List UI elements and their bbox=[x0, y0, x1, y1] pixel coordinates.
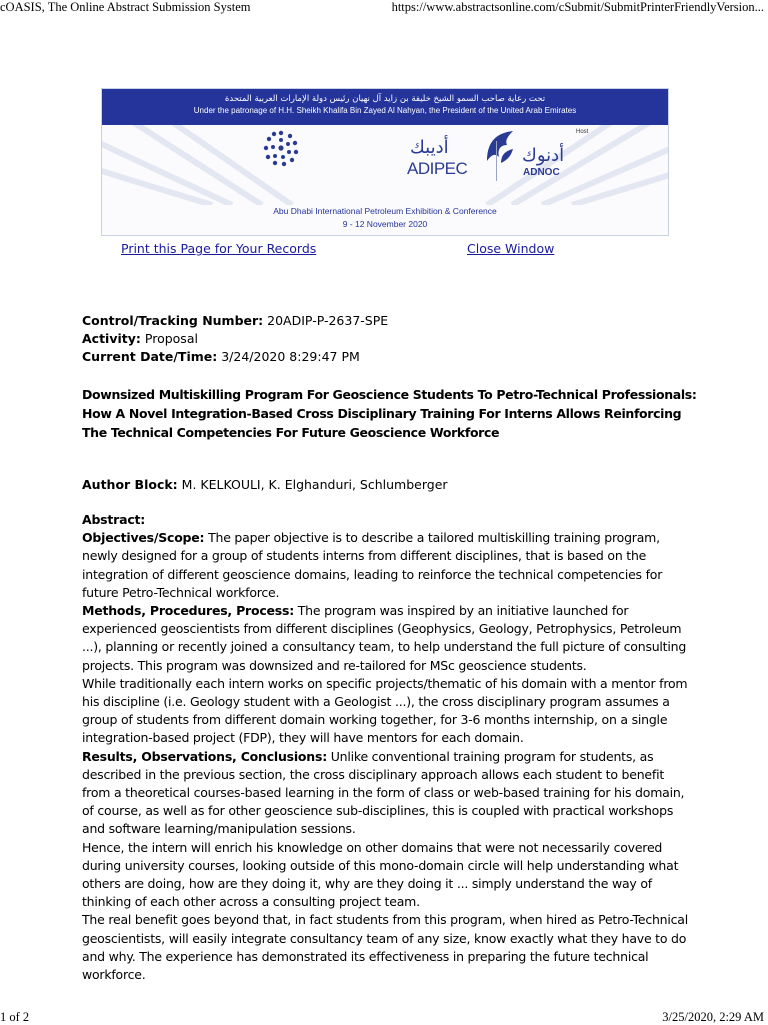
objectives-label: Objectives/Scope: bbox=[82, 530, 205, 546]
methods-paragraph bbox=[82, 602, 690, 675]
results-paragraph bbox=[82, 748, 690, 839]
patronage-arabic: تحت رعاية صاحب السمو الشيخ خليفة بن زايد آل نهيان رئيس دولة الإمارات العربية المتحدة bbox=[224, 94, 546, 104]
control-number-label: Control/Tracking Number: bbox=[82, 313, 264, 328]
print-footer-page: 1 of 2 bbox=[0, 1010, 30, 1024]
results-label: Results, Observations, Conclusions: bbox=[82, 748, 327, 764]
close-window-link[interactable]: Close Window bbox=[467, 241, 555, 256]
activity-label: Activity: bbox=[82, 331, 141, 346]
author-block bbox=[82, 476, 448, 494]
print-header-title: cOASIS, The Online Abstract Submission System bbox=[0, 0, 251, 14]
objectives-paragraph bbox=[82, 529, 690, 602]
datetime-value: 3/24/2020 8:29:47 PM bbox=[221, 349, 360, 364]
objectives-text: The paper objective is to describe a tailored multiskilling training program, newly designed for a group of students interns from different disciplines, that is based on the integration of different geoscience domains, leading to reinforce the technical competencies for future Petro-Technical workforce. bbox=[82, 530, 663, 600]
methods-label: Methods, Procedures, Process: bbox=[82, 603, 294, 619]
abstract-heading: Abstract: bbox=[82, 512, 146, 527]
datetime-row bbox=[82, 348, 388, 366]
adipec-logo-icon bbox=[262, 129, 300, 167]
print-page-link[interactable]: Print this Page for Your Records bbox=[121, 241, 317, 256]
banner-patronage-strip bbox=[102, 89, 668, 125]
adnoc-wordmark: ADNOC bbox=[523, 167, 560, 178]
adipec-arabic-wordmark: أديبك bbox=[410, 137, 449, 158]
control-number-row bbox=[82, 312, 388, 330]
control-number-value: 20ADIP-P-2637-SPE bbox=[267, 313, 389, 328]
event-name: Abu Dhabi International Petroleum Exhibition & Conference bbox=[273, 206, 497, 216]
results-text: Unlike conventional training program for students, as described in the previous section, the cross disciplinary approach allows each student to benefit from a theoretical courses-based learning in the form of class or web-based training for his domain, of course, as well as for other geoscience sub-disciplines, this is coupled with practical workshops and software learning/manipulation sessions. bbox=[82, 748, 685, 837]
event-banner bbox=[101, 88, 669, 236]
adipec-wordmark: ADIPEC bbox=[407, 159, 468, 178]
results-paragraph-2: Hence, the intern will enrich his knowledge on other domains that were not necessarily covered during university courses, looking outside of this mono-domain circle will help understanding what others are doing, how are they doing it, why are they doing it ... simply understand the way of thinking of each other across a consulting project team. bbox=[82, 839, 679, 910]
patronage-english: Under the patronage of H.H. Sheikh Khalifa Bin Zayed Al Nahyan, the President of the United Arab Emirates bbox=[193, 106, 577, 115]
activity-value: Proposal bbox=[144, 331, 198, 346]
author-block-label: Author Block: bbox=[82, 477, 178, 492]
event-dates: 9 - 12 November 2020 bbox=[342, 219, 428, 229]
submission-meta bbox=[82, 312, 388, 366]
datetime-label: Current Date/Time: bbox=[82, 349, 218, 364]
abstract-title: Downsized Multiskilling Program For Geoscience Students To Petro-Technical Professionals: How A Novel Integration-Based Cross Disciplinary Training For Interns Allows Reinforcing The Technical Competencies For Future Geoscience Workforce bbox=[82, 387, 697, 440]
adnoc-arabic-wordmark: أدنوك bbox=[522, 145, 565, 166]
print-footer-timestamp: 3/25/2020, 2:29 AM bbox=[662, 1010, 764, 1024]
author-block-value: M. KELKOULI, K. Elghanduri, Schlumberger bbox=[181, 477, 448, 492]
print-header-url: https://www.abstractsonline.com/cSubmit/SubmitPrinterFriendlyVersion... bbox=[391, 0, 764, 14]
methods-text: The program was inspired by an initiative launched for experienced geoscientists from different disciplines (Geophysics, Geology, Petrophysics, Petroleum ...), planning or recently joined a consultancy team, to help understand the full picture of consulting projects. This program was downsized and re-tailored for MSc geoscience students. bbox=[82, 603, 687, 673]
methods-paragraph-2: While traditionally each intern works on specific projects/thematic of his domain with a mentor from his discipline (i.e. Geology student with a Geologist ...), the cross disciplinary program assumes a group of students from different domain working together, for 3-6 months internship, on a single integration-based project (FDP), they will have mentors for each domain. bbox=[82, 675, 688, 746]
host-label: Host bbox=[576, 129, 589, 135]
adnoc-logo-icon bbox=[481, 127, 517, 167]
abstract-body bbox=[82, 511, 690, 984]
logo-divider bbox=[496, 141, 497, 181]
results-paragraph-3: The real benefit goes beyond that, in fact students from this program, when hired as Petro-Technical geoscientists, will easily integrate consultancy team of any size, know exactly what they have to do and why. The experience has demonstrated its effectiveness in preparing the future technical workforce. bbox=[82, 912, 688, 983]
banner-logos bbox=[102, 125, 668, 205]
activity-row bbox=[82, 330, 388, 348]
